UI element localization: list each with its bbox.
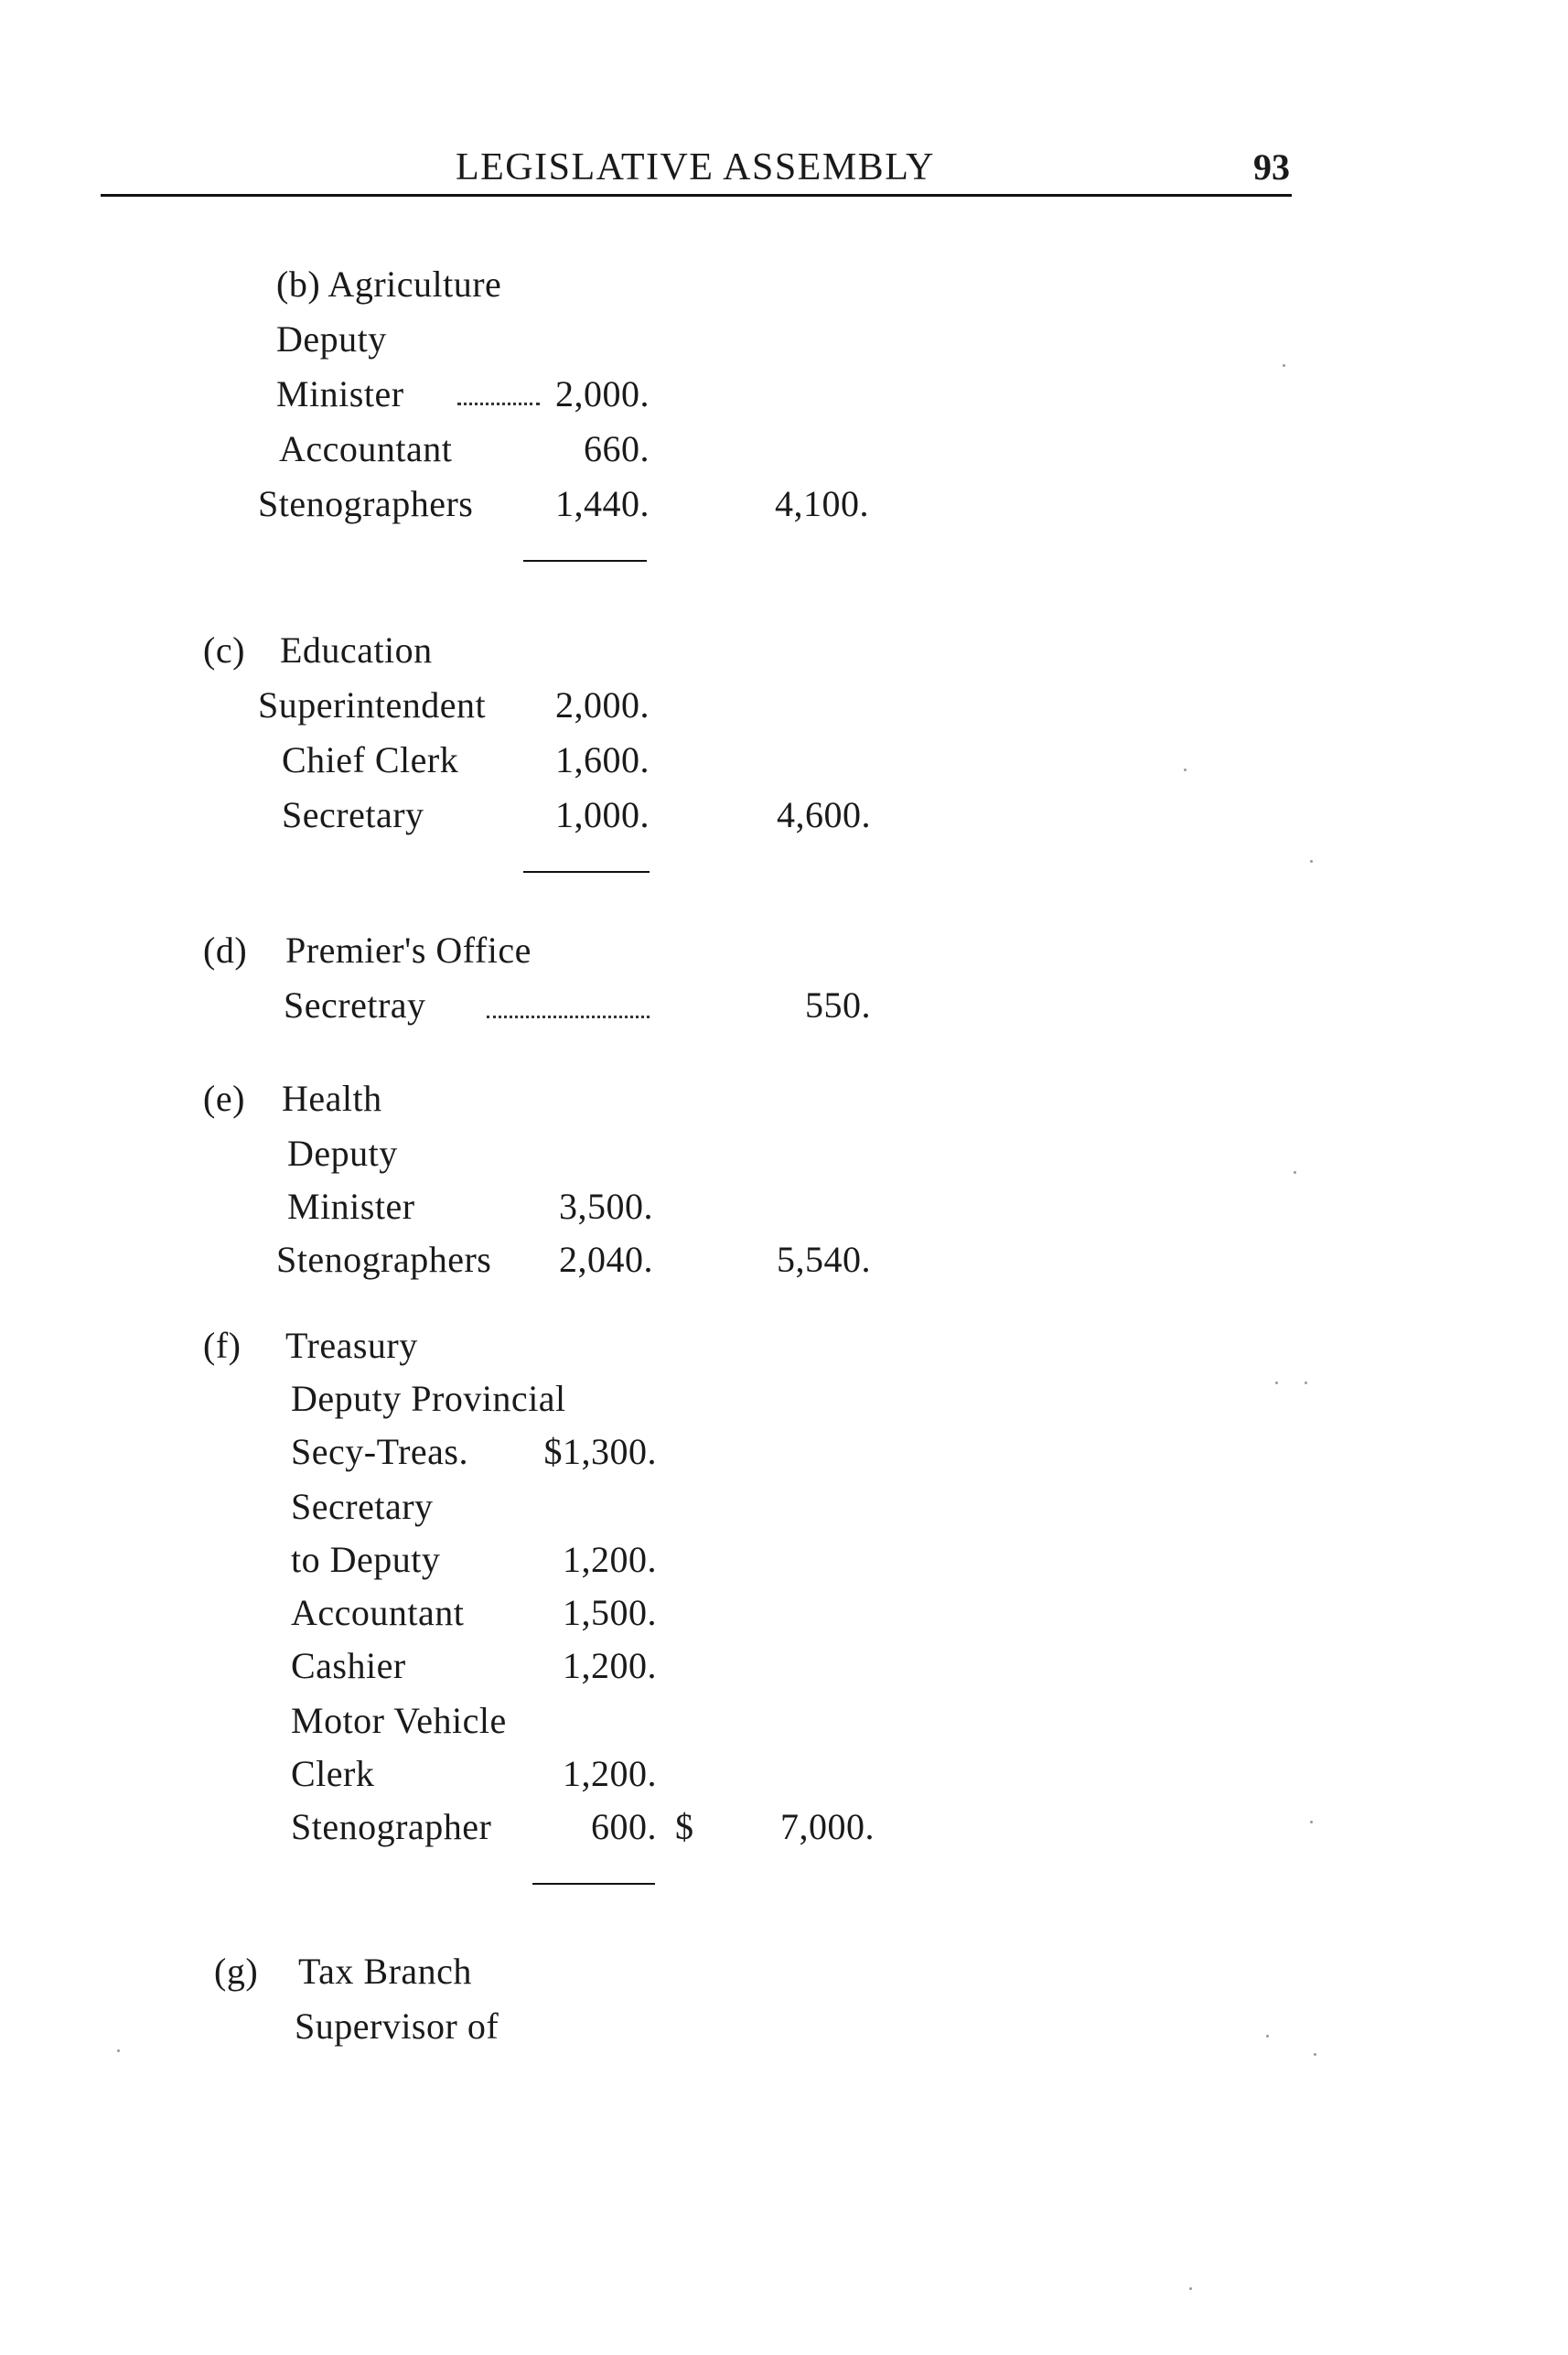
- section-g-letter: (g): [214, 1951, 259, 1992]
- section-f-label: Secy-Treas.: [291, 1431, 468, 1472]
- scan-speck: [1305, 1382, 1307, 1384]
- section-d-heading: Premier's Office: [285, 930, 532, 971]
- section-f-amount: 1,200.: [563, 1539, 657, 1580]
- scan-speck: [1294, 1171, 1296, 1174]
- scan-speck: [1266, 2035, 1269, 2038]
- page-header-title: LEGISLATIVE ASSEMBLY: [456, 146, 935, 188]
- section-f-total: 7,000.: [780, 1806, 875, 1847]
- section-f-heading: Treasury: [285, 1325, 418, 1366]
- section-f-letter: (f): [203, 1325, 242, 1366]
- section-b-amount: 2,000.: [555, 373, 650, 414]
- section-g-label: Supervisor of: [295, 2006, 499, 2047]
- section-e-letter: (e): [203, 1078, 245, 1119]
- section-b-label: Minister: [276, 373, 404, 414]
- section-b-label: Accountant: [279, 428, 453, 469]
- section-f-label: Secretary: [291, 1486, 434, 1527]
- section-e-label: Stenographers: [276, 1239, 492, 1280]
- section-c-heading: Education: [280, 629, 433, 671]
- section-b-total: 4,100.: [775, 483, 869, 524]
- section-c-label: Superintendent: [258, 684, 487, 726]
- scan-speck: [1310, 1821, 1313, 1823]
- section-f-label: Stenographer: [291, 1806, 492, 1847]
- section-g-heading: Tax Branch: [298, 1951, 472, 1992]
- subtotal-rule: [523, 560, 647, 562]
- section-f-amount: 1,200.: [563, 1645, 657, 1686]
- section-e-label: Deputy: [287, 1133, 398, 1174]
- section-e-heading: Health: [282, 1078, 382, 1119]
- page-number: 93: [1253, 146, 1290, 188]
- section-c-label: Chief Clerk: [282, 739, 459, 780]
- scan-speck: [1189, 2287, 1192, 2290]
- section-b-amount: 1,440.: [555, 483, 650, 524]
- section-d-total: 550.: [805, 984, 871, 1026]
- section-f-label: Motor Vehicle: [291, 1700, 507, 1741]
- section-f-amount: 600.: [591, 1806, 657, 1847]
- section-c-amount: 2,000.: [555, 684, 650, 726]
- section-b-label: Deputy: [276, 318, 387, 360]
- section-f-amount: $1,300.: [543, 1431, 657, 1472]
- dot-leader: [487, 1016, 650, 1018]
- section-f-amount: 1,500.: [563, 1592, 657, 1633]
- scan-speck: [1283, 364, 1285, 367]
- section-f-label: Accountant: [291, 1592, 465, 1633]
- section-b-heading: (b) Agriculture: [276, 263, 502, 305]
- scan-speck: [117, 2049, 120, 2052]
- subtotal-rule: [523, 871, 650, 873]
- subtotal-rule: [532, 1883, 655, 1885]
- section-c-amount: 1,000.: [555, 794, 650, 835]
- section-b-label: Stenographers: [258, 483, 474, 524]
- section-b-amount: 660.: [584, 428, 650, 469]
- section-c-amount: 1,600.: [555, 739, 650, 780]
- header-rule: [101, 194, 1292, 197]
- section-d-letter: (d): [203, 930, 248, 971]
- section-d-label: Secretray: [284, 984, 426, 1026]
- section-e-amount: 3,500.: [559, 1186, 653, 1227]
- section-f-label: Clerk: [291, 1753, 375, 1794]
- section-e-amount: 2,040.: [559, 1239, 653, 1280]
- scan-speck: [1314, 2053, 1316, 2056]
- currency-symbol: $: [675, 1806, 694, 1847]
- scan-speck: [1275, 1382, 1278, 1384]
- scan-speck: [1184, 769, 1187, 771]
- section-c-total: 4,600.: [777, 794, 871, 835]
- section-f-label: Deputy Provincial: [291, 1378, 566, 1419]
- section-c-letter: (c): [203, 629, 245, 671]
- section-f-amount: 1,200.: [563, 1753, 657, 1794]
- section-e-label: Minister: [287, 1186, 415, 1227]
- scan-speck: [1310, 860, 1313, 863]
- section-f-label: to Deputy: [291, 1539, 441, 1580]
- section-f-label: Cashier: [291, 1645, 406, 1686]
- section-c-label: Secretary: [282, 794, 424, 835]
- section-e-total: 5,540.: [777, 1239, 871, 1280]
